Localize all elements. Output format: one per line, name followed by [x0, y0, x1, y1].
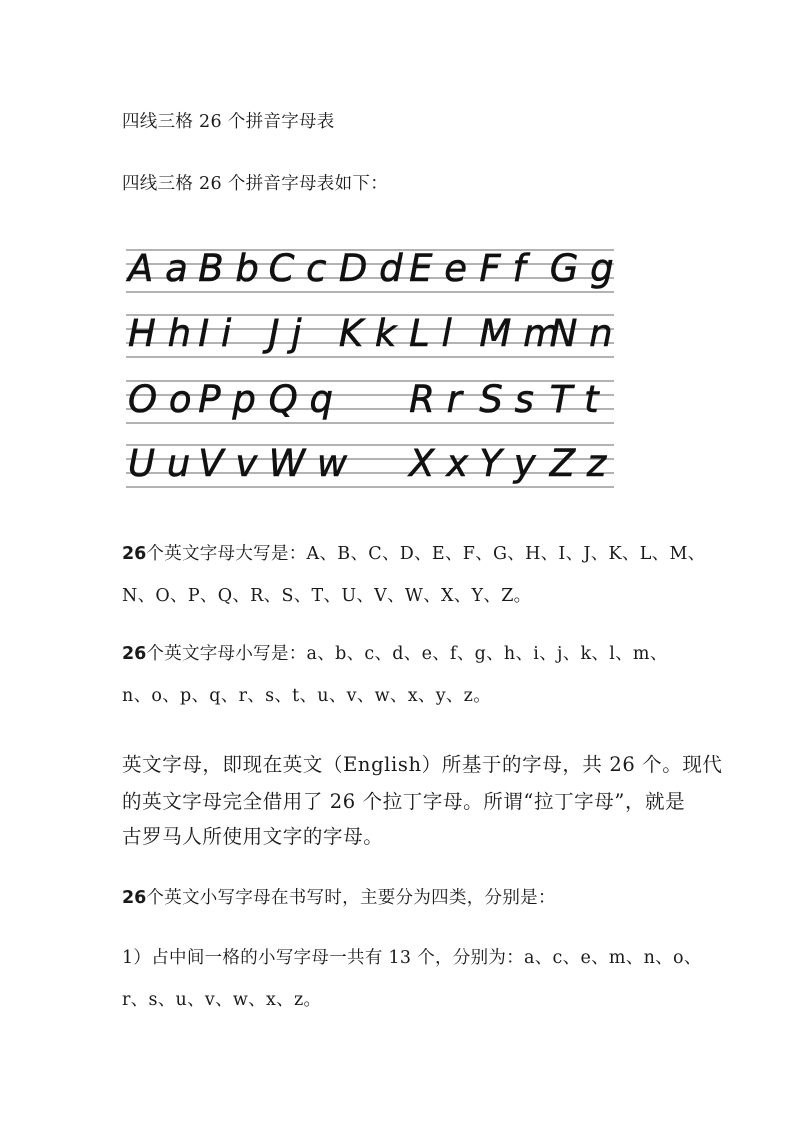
paragraph-line-2: 的英文字母完全借用了 26 个拉丁字母。所谓“拉丁字母”，就是	[122, 790, 686, 813]
letter-pair: L l	[409, 312, 452, 355]
letter-pair: X x	[409, 442, 469, 485]
letter-pair: Z z	[549, 442, 607, 485]
letter-pair: M m	[479, 312, 560, 355]
letter-pair: N n	[549, 312, 613, 355]
letter-pair: E e	[409, 247, 468, 290]
letter-pair: A a	[128, 247, 188, 290]
classification-count: 26	[122, 888, 147, 908]
letter-pair: G g	[549, 247, 614, 290]
alphabet-chart-svg	[124, 238, 616, 500]
lowercase-text: 个英文字母小写是：a、b、c、d、e、f、g、h、i、j、k、l、m、	[146, 644, 668, 664]
page-title: 四线三格 26 个拼音字母表	[122, 112, 335, 132]
lowercase-count: 26	[122, 644, 147, 664]
page-subtitle: 四线三格 26 个拼音字母表如下：	[122, 174, 388, 194]
four-line-alphabet-chart	[124, 238, 616, 500]
paragraph-line-3: 古罗马人所使用文字的字母。	[122, 825, 384, 848]
uppercase-line-1	[122, 540, 705, 565]
letter-pair: Y y	[479, 442, 536, 485]
letter-pair: I i	[198, 312, 232, 355]
lowercase-line-1	[122, 640, 668, 665]
letter-pair: D d	[338, 247, 403, 290]
uppercase-count: 26	[122, 544, 147, 564]
letter-pair: T t	[549, 378, 599, 421]
classification-heading	[122, 884, 556, 909]
letter-pair: O o	[128, 378, 192, 421]
category-1-line-1: 1）占中间一格的小写字母一共有 13 个，分别为：a、c、e、m、n、o、	[122, 948, 702, 968]
letter-pair: R r	[409, 378, 462, 421]
uppercase-text: 个英文字母大写是：A、B、C、D、E、F、G、H、I、J、K、L、M、	[146, 544, 706, 564]
letter-pair: J j	[268, 312, 302, 355]
letter-pair: F f	[479, 247, 526, 290]
letter-pair: W w	[268, 442, 348, 485]
letter-pair: P p	[198, 378, 256, 421]
letter-pair: Q q	[268, 378, 333, 421]
letter-pair: H h	[128, 312, 192, 355]
lowercase-line-2: n、o、p、q、r、s、t、u、v、w、x、y、z。	[122, 686, 492, 706]
category-1-line-2: r、s、u、v、w、x、z。	[122, 990, 322, 1010]
letter-pair: K k	[338, 312, 397, 355]
letter-pair: U u	[128, 442, 191, 485]
letter-pair: B b	[198, 247, 259, 290]
paragraph-line-1: 英文字母，即现在英文（English）所基于的字母，共 26 个。现代	[122, 753, 723, 776]
letter-pair: V v	[198, 442, 258, 485]
letter-pair: S s	[479, 378, 534, 421]
letter-pair: C c	[268, 247, 327, 290]
classification-text: 个英文小写字母在书写时，主要分为四类，分别是：	[146, 888, 556, 908]
uppercase-line-2: N、O、P、Q、R、S、T、U、V、W、X、Y、Z。	[122, 586, 532, 606]
